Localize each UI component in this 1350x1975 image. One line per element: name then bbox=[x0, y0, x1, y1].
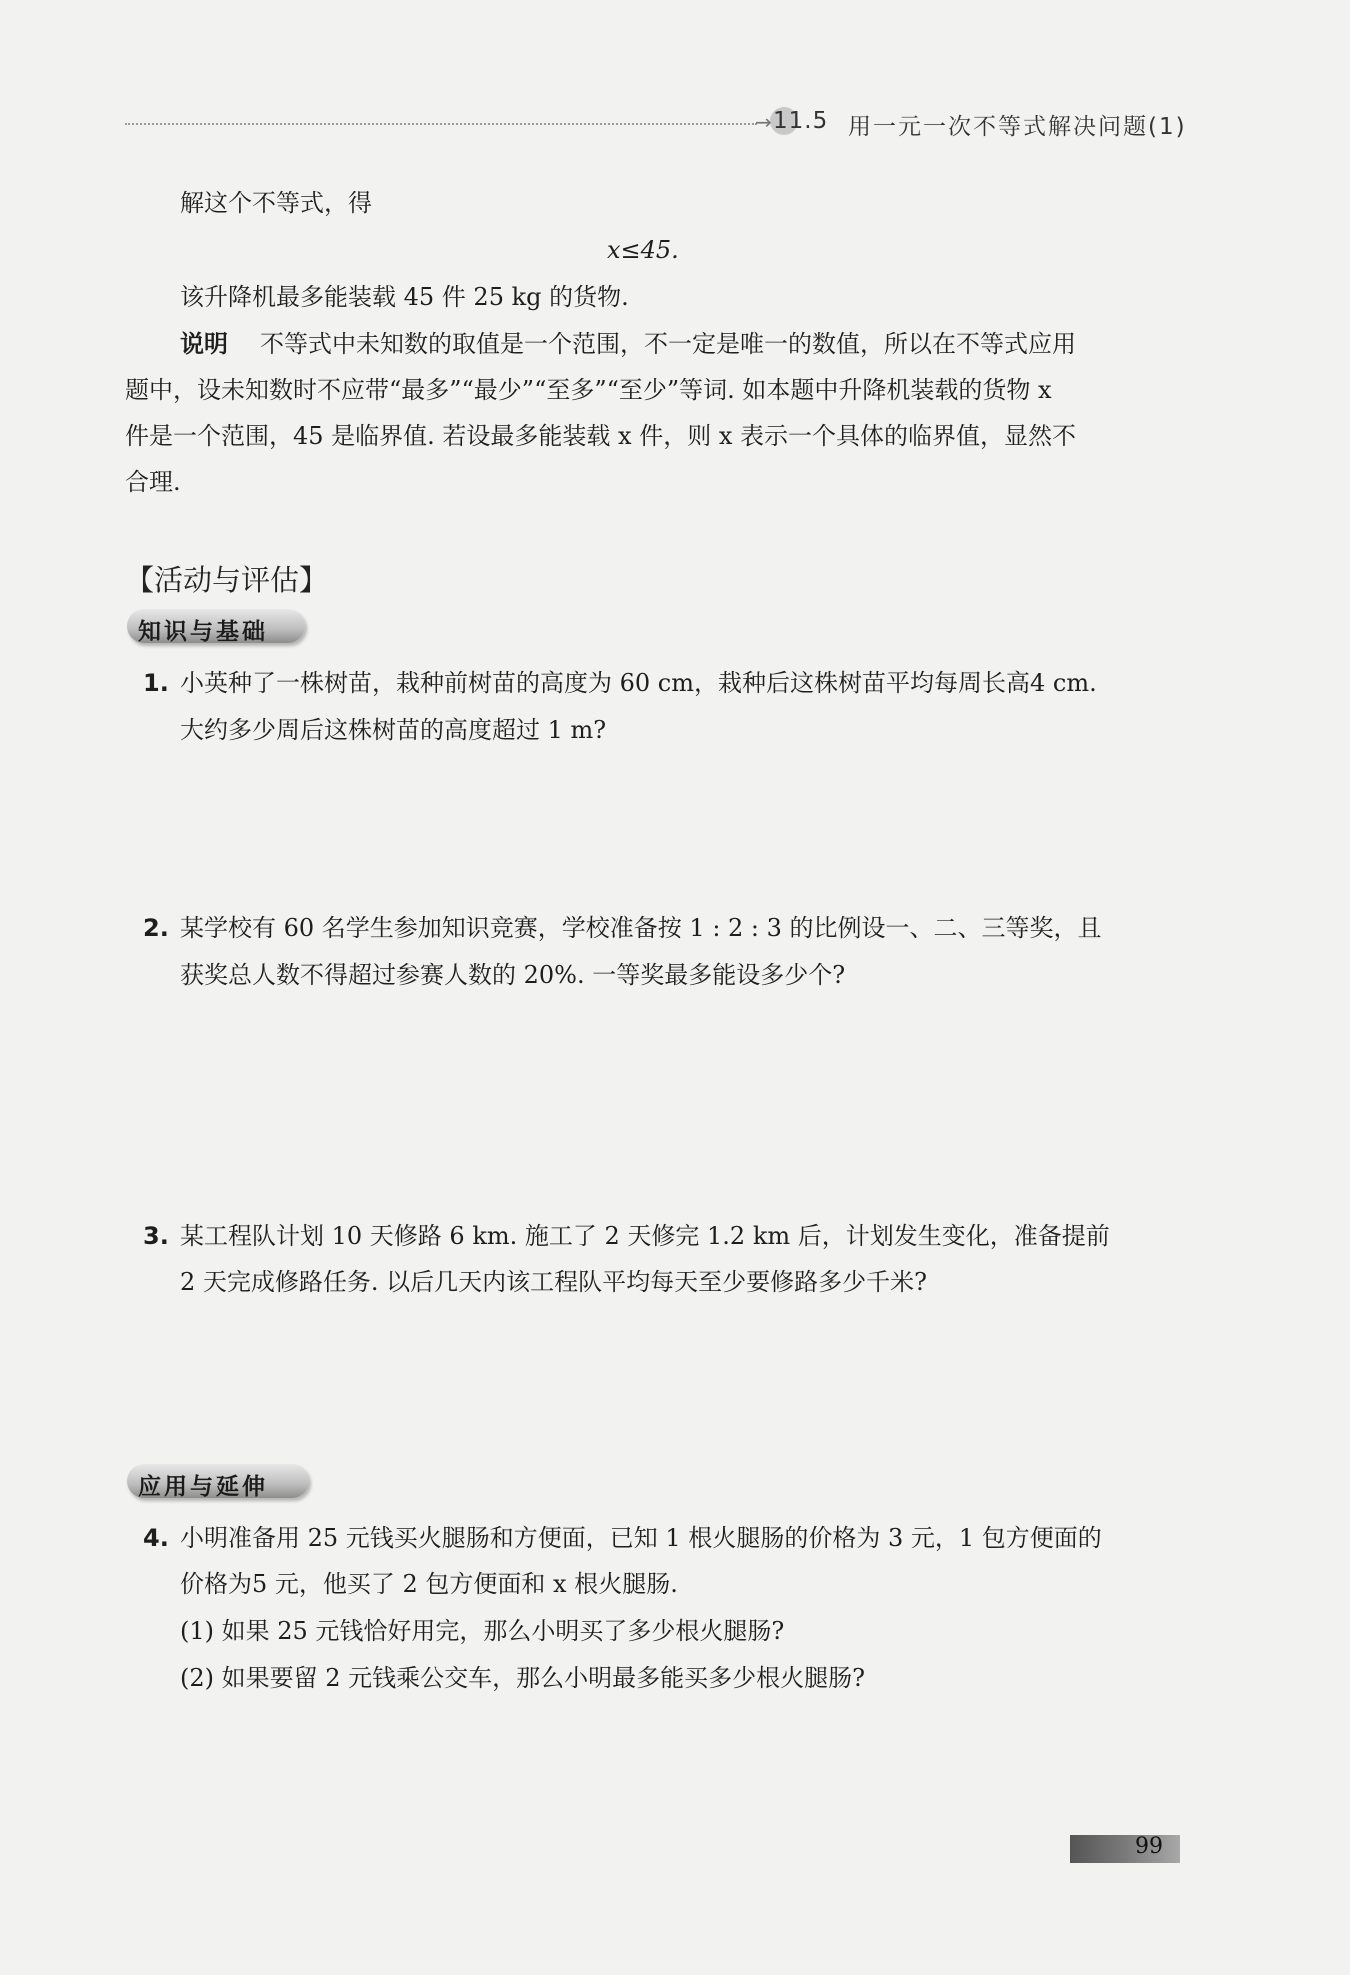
header-dotted-rule bbox=[125, 123, 757, 125]
problem-4-line-1: 小明准备用 25 元钱买火腿肠和方便面，已知 1 根火腿肠的价格为 3 元，1 包方便面的 bbox=[180, 1524, 1102, 1552]
note-line-3: 件是一个范围，45 是临界值. 若设最多能装载 x 件，则 x 表示一个具体的临界值，显然不 bbox=[125, 422, 1077, 450]
page-number: 99 bbox=[1135, 1834, 1163, 1859]
note-line-2: 题中，设未知数时不应带“最多”“最少”“至多”“至少”等词. 如本题中升降机装载的货物 x bbox=[125, 376, 1052, 404]
header-section-number: 11.5 bbox=[773, 108, 828, 134]
extension-tag-label: 应用与延伸 bbox=[138, 1474, 268, 1500]
problem-3-line-1: 某工程队计划 10 天修路 6 km. 施工了 2 天修完 1.2 km 后，计划发生变化，准备提前 bbox=[180, 1222, 1110, 1250]
problem-1-line-2: 大约多少周后这株树苗的高度超过 1 m? bbox=[180, 716, 607, 744]
problem-4-line-2: 价格为5 元，他买了 2 包方便面和 x 根火腿肠. bbox=[180, 1570, 678, 1598]
solution-inequality: x≤45. bbox=[607, 236, 679, 264]
header-arrow-icon: → bbox=[755, 110, 772, 134]
header-title: 用一元一次不等式解决问题(1) bbox=[848, 114, 1187, 140]
problem-2-line-2: 获奖总人数不得超过参赛人数的 20%. 一等奖最多能设多少个? bbox=[180, 961, 846, 989]
note-line-1: 不等式中未知数的取值是一个范围，不一定是唯一的数值，所以在不等式应用 bbox=[260, 330, 1076, 358]
problem-2-number: 2. bbox=[143, 914, 169, 942]
problem-1-number: 1. bbox=[143, 669, 169, 697]
note-label: 说明 bbox=[180, 330, 228, 358]
problem-3-line-2: 2 天完成修路任务. 以后几天内该工程队平均每天至少要修路多少千米? bbox=[180, 1268, 928, 1296]
note-line-4: 合理. bbox=[125, 468, 181, 496]
problem-2-line-1: 某学校有 60 名学生参加知识竞赛，学校准备按 1 : 2 : 3 的比例设一、二、三等奖，且 bbox=[180, 914, 1102, 942]
problem-4-number: 4. bbox=[143, 1524, 169, 1552]
problem-4-part-2: (2) 如果要留 2 元钱乘公交车，那么小明最多能买多少根火腿肠? bbox=[180, 1664, 866, 1692]
basics-tag-label: 知识与基础 bbox=[138, 619, 268, 645]
page-number-bar bbox=[1070, 1835, 1180, 1863]
problem-1-line-1: 小英种了一株树苗，栽种前树苗的高度为 60 cm，栽种后这株树苗平均每周长高4 cm. bbox=[180, 669, 1097, 697]
solution-intro: 解这个不等式，得 bbox=[180, 189, 372, 217]
solution-conclusion: 该升降机最多能装载 45 件 25 kg 的货物. bbox=[180, 283, 629, 311]
activity-title: 【活动与评估】 bbox=[125, 563, 329, 597]
problem-3-number: 3. bbox=[143, 1222, 169, 1250]
problem-4-part-1: (1) 如果 25 元钱恰好用完，那么小明买了多少根火腿肠? bbox=[180, 1617, 785, 1645]
